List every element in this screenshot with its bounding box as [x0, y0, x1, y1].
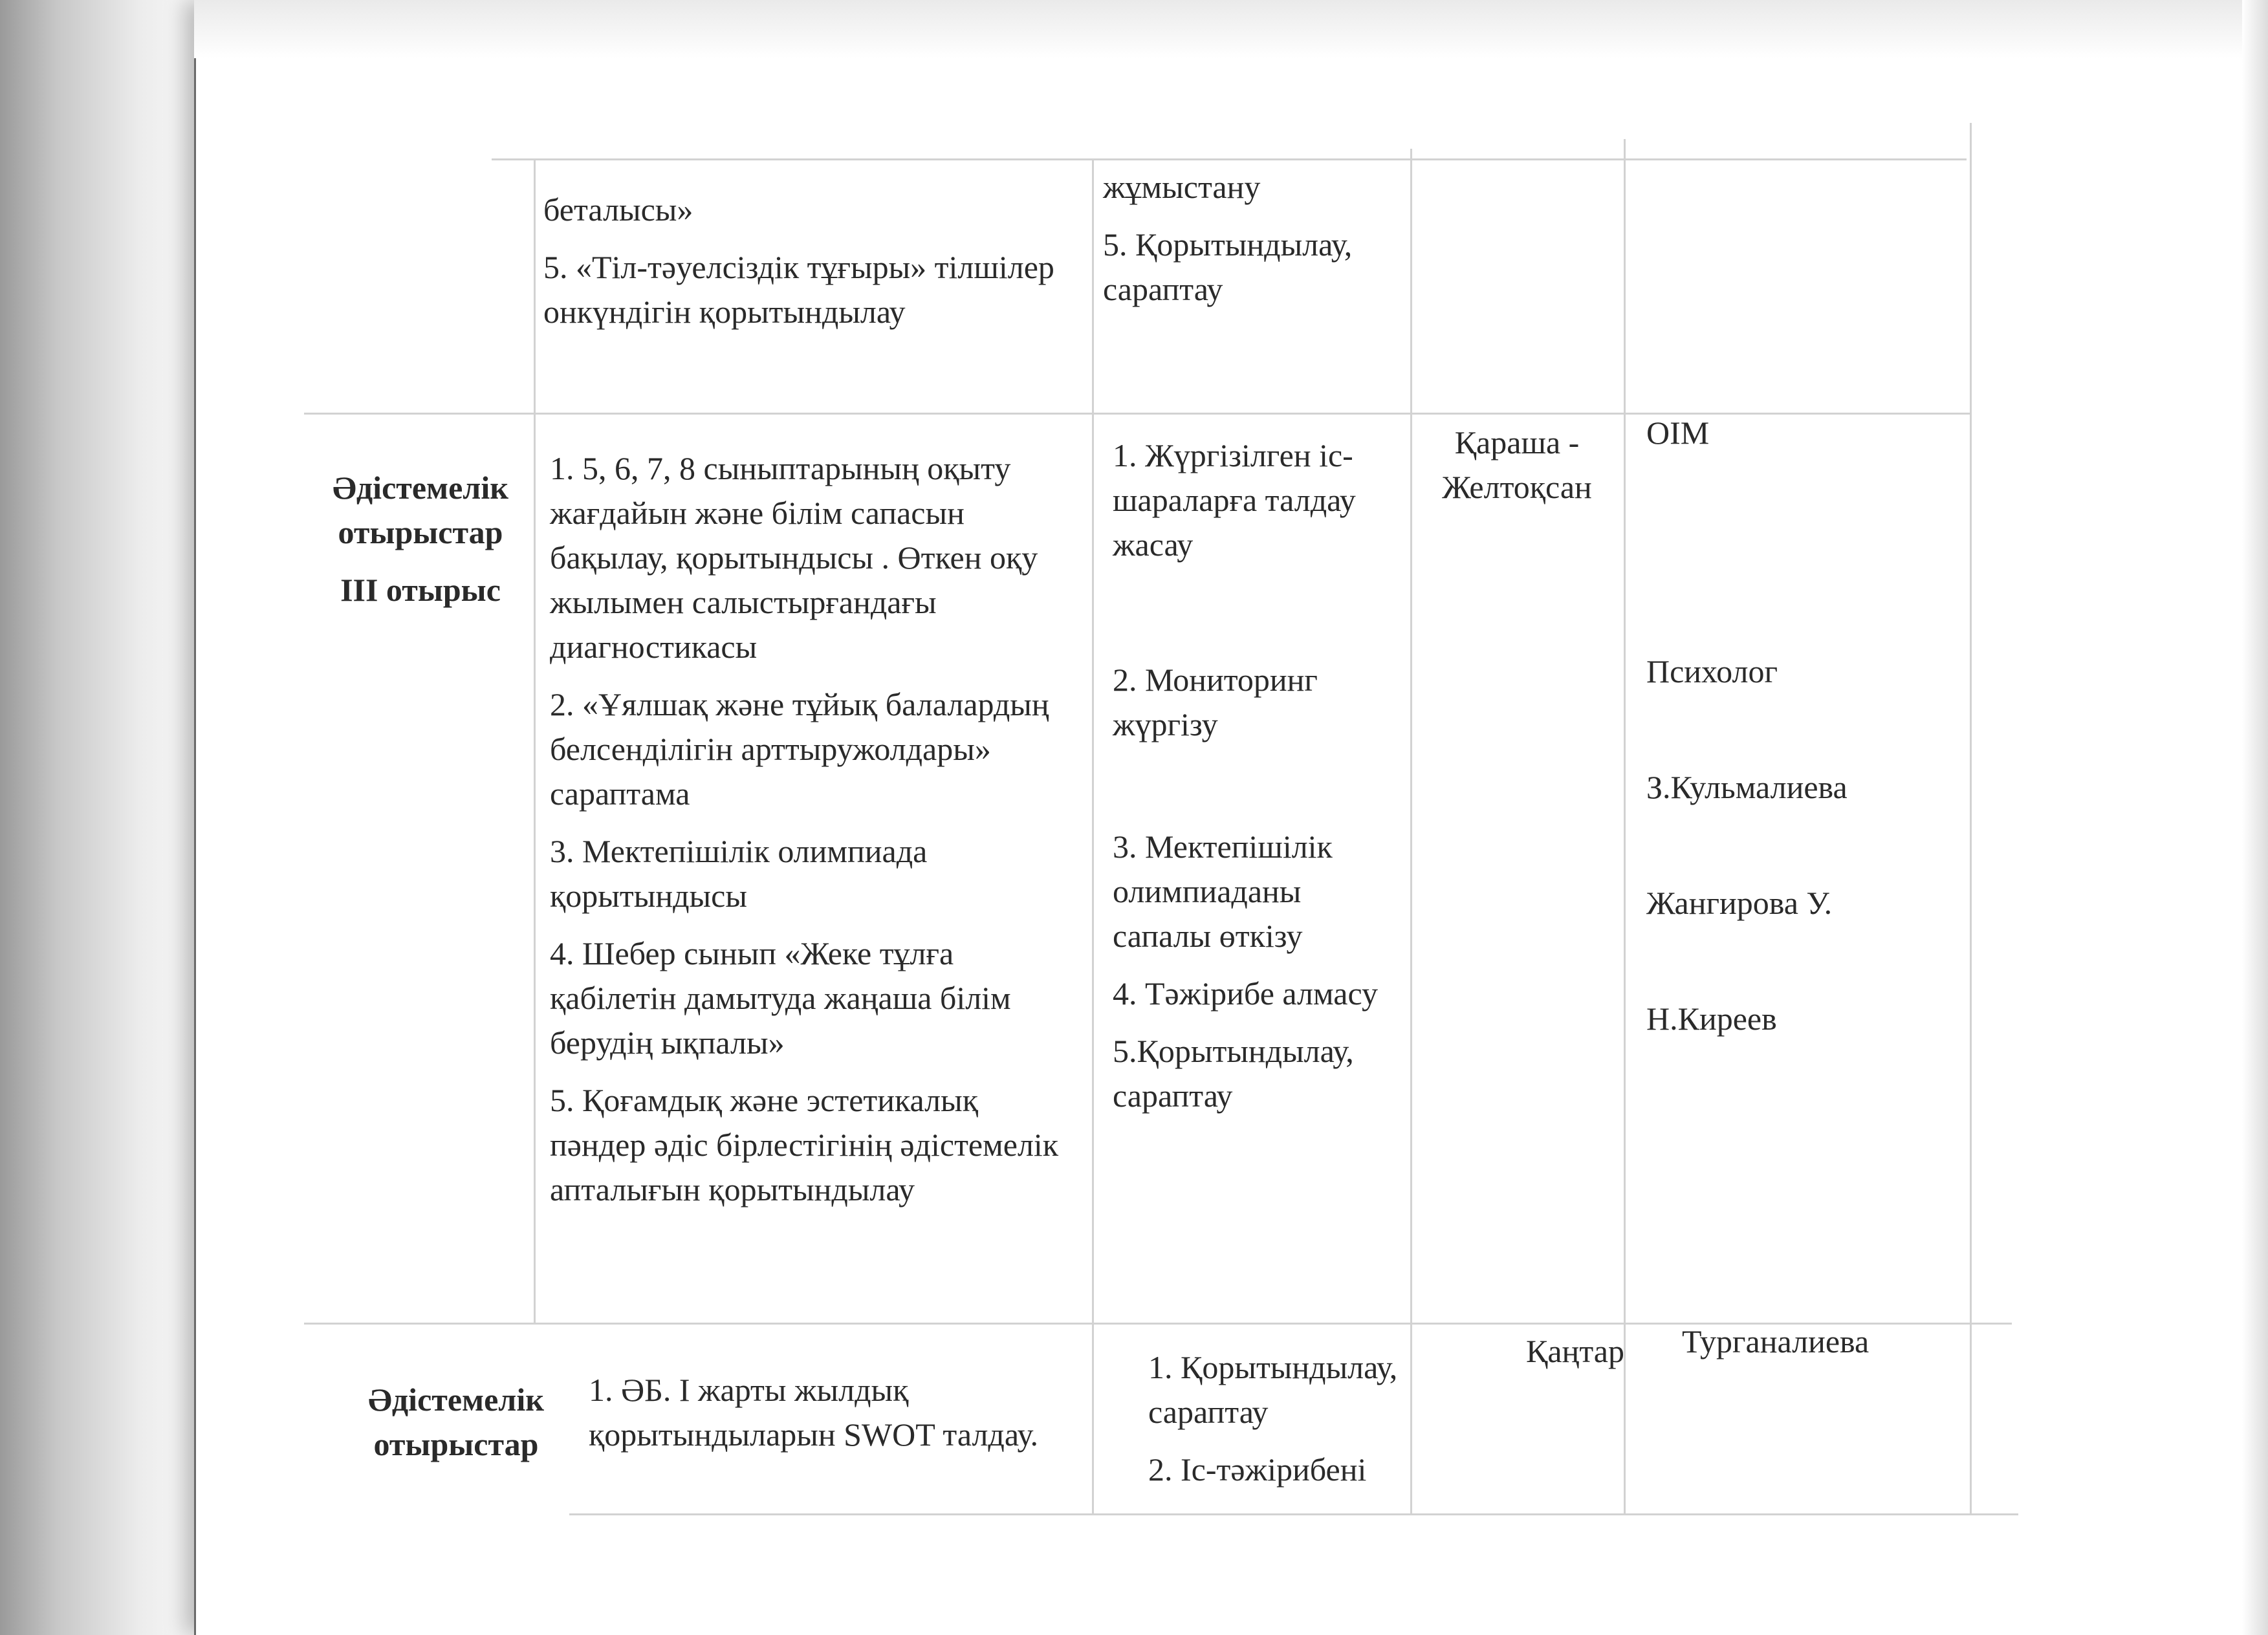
meeting3-outcome: 2. Мониторинг жүргізу: [1113, 662, 1318, 742]
continued-outcome: 5. Қорытындылау, сараптау: [1103, 226, 1353, 307]
meeting4-activity: 1. ӘБ. І жарты жылдық қорытындыларын SWOT талдау.: [589, 1372, 1038, 1453]
row-border-top: [492, 158, 1967, 160]
meeting4-form: Әдістемелік отырыстар: [367, 1381, 545, 1462]
scan-shadow-right: [2242, 0, 2268, 1635]
meeting3-activities: [550, 446, 1080, 1225]
meeting4-responsible-item: Турганалиева: [1682, 1323, 1870, 1359]
meeting3-outcome: 1. Жүргізілген іс-шараларға талдау жасау: [1113, 437, 1356, 563]
meeting3-responsible-item: Н.Киреев: [1646, 1001, 1777, 1037]
meeting4-outcomes: [1148, 1345, 1459, 1505]
meeting3-date: Қараша - Желтоқсан: [1442, 424, 1592, 505]
meeting3-form: Әдістемелік отырыстар: [332, 470, 509, 550]
meeting3-session: III отырыс: [340, 572, 501, 608]
meeting3-outcomes: [1113, 433, 1404, 1131]
continued-activity: беталысы»: [543, 191, 693, 228]
continued-activities: [543, 188, 1080, 347]
meeting3-activity: 2. «Ұялшақ және тұйық балалардың белсенділігін арттыружолдары» сараптама: [550, 686, 1049, 812]
meeting3-responsible-item: З.Кульмалиева: [1646, 769, 1848, 805]
continued-outcomes: [1103, 165, 1394, 325]
continued-activity: 5. «Тіл-тәуелсіздік тұғыры» тілшілер онкүндігін қорытындылау: [543, 249, 1054, 330]
meeting4-date: Қаңтар: [1526, 1333, 1624, 1369]
meeting3-responsible-item: Жангирова У.: [1646, 885, 1833, 921]
col-border-right: [1970, 123, 1972, 1513]
col-border-1: [534, 158, 536, 1323]
meeting3-outcome: 4. Тәжірибе алмасу: [1113, 975, 1379, 1012]
col-border-4: [1624, 139, 1626, 1513]
meeting4-outcome: 1. Қорытындылау, сараптау: [1148, 1349, 1398, 1430]
meeting3-outcome: 3. Мектепішілік олимпиаданы сапалы өткізу: [1113, 828, 1333, 954]
meeting3-activity: 4. Шебер сынып «Жеке тұлға қабілетін дамытуда жаңаша білім берудің ықпалы»: [550, 935, 1011, 1061]
meeting4-outcome: 2. Іс-тәжірибені: [1148, 1451, 1367, 1488]
col-border-3: [1410, 149, 1412, 1513]
meeting3-activity: 3. Мектепішілік олимпиада қорытындысы: [550, 833, 928, 914]
meeting3-activity: 5. Қоғамдық және эстетикалық пәндер әдіс бірлестігінің әдістемелік апталығын қорытындылау: [550, 1082, 1059, 1207]
meeting3-responsible-item: Психолог: [1646, 653, 1778, 689]
meeting4-activities: [589, 1368, 1080, 1470]
meeting3-activity: 1. 5, 6, 7, 8 сыныптарының оқыту жағдайын және білім сапасын бақылау, қорытындысы . Өткен оқу жылымен салыстырғандағы диагностикасы: [550, 450, 1038, 665]
row-border-bottom: [569, 1513, 2018, 1515]
scan-shadow-top: [194, 0, 2268, 58]
continued-outcome: жұмыстану: [1103, 169, 1261, 205]
meeting3-outcome: 5.Қорытындылау, сараптау: [1113, 1033, 1354, 1114]
col-border-2: [1092, 158, 1094, 1513]
meeting3-responsible: [1646, 411, 1963, 1054]
meeting3-form-cell: [311, 466, 530, 625]
meeting4-responsible: [1682, 1319, 1967, 1377]
meeting3-responsible-item: ОІМ: [1646, 415, 1710, 451]
